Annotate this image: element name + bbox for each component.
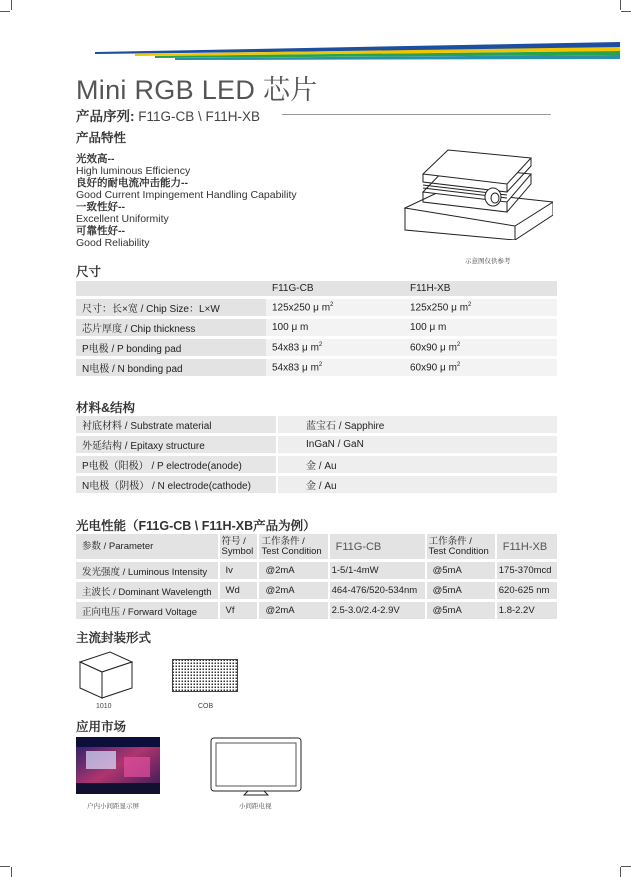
table-row	[76, 416, 557, 433]
cell-value: 125x250 μ $m^2$	[266, 299, 404, 316]
cell-value: 金 / Au	[278, 476, 557, 493]
cell-condition: @5mA	[427, 602, 497, 619]
feature-en: Excellent Uniformity	[76, 213, 169, 225]
header-h: F11H-XB	[497, 534, 557, 559]
cell-value: 175-370mcd	[497, 562, 557, 579]
crop-mark	[620, 0, 621, 10]
feature-cn: 光效高--	[76, 153, 115, 165]
header-condition: 工作条件 / Test Condition	[427, 534, 497, 559]
series-value: F11G-CB \ F11H-XB	[138, 109, 261, 124]
table-row	[76, 359, 557, 376]
crop-mark	[0, 11, 10, 12]
header-stripes	[95, 42, 620, 60]
cell-value: 125x250 μ $m^2$	[404, 299, 557, 316]
feature-en: High luminous Efficiency	[76, 165, 191, 177]
cell-symbol: Vf	[220, 602, 260, 619]
cell-condition: @2mA	[259, 562, 329, 579]
header-g: F11G-CB	[330, 534, 427, 559]
applications-heading: 应用市场	[76, 720, 127, 734]
cell-condition: @2mA	[259, 602, 329, 619]
row-label: P电极（阳极） / P electrode(anode)	[76, 456, 278, 473]
row-label: N电极 / N bonding pad	[76, 359, 266, 376]
materials-heading: 材料&结构	[76, 401, 136, 415]
product-series	[76, 105, 260, 125]
header-param: 参数 / Parameter	[76, 534, 220, 559]
cell-value: 54x83 μ $m^2$	[266, 359, 404, 376]
indoor-display-image	[76, 737, 160, 794]
row-label: 主波长 / Dominant Wavelength	[76, 582, 220, 599]
cell-condition: @5mA	[427, 582, 497, 599]
table-row	[76, 339, 557, 356]
table-row	[76, 476, 557, 493]
cell-symbol: Iv	[220, 562, 260, 579]
table-row	[76, 456, 557, 473]
crop-mark	[621, 11, 631, 12]
table-header-cell: F11G-CB	[266, 281, 404, 296]
package-cob-image	[172, 659, 238, 692]
package-1010-image	[78, 648, 134, 700]
crop-mark	[621, 866, 631, 867]
cell-condition: @5mA	[427, 562, 497, 579]
cell-value: 620-625 nm	[497, 582, 557, 599]
figure-caption: 示意图仅供参考	[465, 258, 511, 265]
row-label: 发光强度 / Luminous Intensity	[76, 562, 220, 579]
table-header-cell: F11H-XB	[404, 281, 557, 296]
feature-en: Good Reliability	[76, 237, 150, 249]
row-label: P电极 / P bonding pad	[76, 339, 266, 356]
table-row	[76, 299, 557, 316]
header-symbol: 符号 / Symbol	[220, 534, 260, 559]
row-label: 正向电压 / Forward Voltage	[76, 602, 220, 619]
table-header-row	[76, 281, 557, 296]
features-list	[76, 153, 297, 249]
table-row	[76, 319, 557, 336]
table-row	[76, 582, 557, 599]
row-label: 芯片厚度 / Chip thickness	[76, 319, 266, 336]
table-header-row	[76, 534, 557, 559]
table-row	[76, 602, 557, 619]
crop-mark	[11, 867, 12, 877]
cell-value: 金 / Au	[278, 456, 557, 473]
optical-heading: 光电性能（F11G-CB \ F11H-XB产品为例）	[76, 519, 316, 533]
chip-diagram	[403, 130, 553, 240]
table-row	[76, 562, 557, 579]
cell-value: 464-476/520-534nm	[330, 582, 427, 599]
feature-cn: 一致性好--	[76, 201, 125, 213]
row-label: 尺寸：长×宽 / Chip Size：L×W	[76, 299, 266, 316]
cell-value: 1-5/1-4mW	[330, 562, 427, 579]
package-label: 1010	[96, 703, 112, 710]
application-label: 小间距电视	[239, 803, 272, 810]
table-header-cell	[76, 281, 266, 296]
cell-value: 1.8-2.2V	[497, 602, 557, 619]
cell-value: 2.5-3.0/2.4-2.9V	[330, 602, 427, 619]
row-label: 衬底材料 / Substrate material	[76, 416, 278, 433]
cell-value: 60x90 μ $m^2$	[404, 339, 557, 356]
crop-mark	[11, 0, 12, 10]
optical-table	[76, 531, 557, 622]
feature-en: Good Current Impingement Handling Capability	[76, 189, 297, 201]
page-title: Mini RGB LED 芯片	[76, 75, 318, 105]
package-label: COB	[198, 703, 214, 710]
cell-symbol: Wd	[220, 582, 260, 599]
features-heading: 产品特性	[76, 131, 127, 145]
cell-value: 100 μ m	[404, 319, 557, 336]
cell-value: InGaN / GaN	[278, 436, 557, 453]
cell-condition: @2mA	[259, 582, 329, 599]
feature-cn: 可靠性好--	[76, 225, 125, 237]
header-condition: 工作条件 / Test Condition	[259, 534, 329, 559]
materials-table	[76, 413, 557, 496]
size-table	[76, 278, 557, 379]
row-label: N电极（阴极） / N electrode(cathode)	[76, 476, 278, 493]
row-label: 外延结构 / Epitaxy structure	[76, 436, 278, 453]
size-heading: 尺寸	[76, 265, 102, 279]
crop-mark	[620, 867, 621, 877]
crop-mark	[0, 866, 10, 867]
feature-cn: 良好的耐电流冲击能力--	[76, 177, 188, 189]
tv-image	[210, 737, 302, 797]
series-label: 产品序列:	[76, 109, 135, 124]
table-row	[76, 436, 557, 453]
cell-value: 100 μ m	[266, 319, 404, 336]
cell-value: 60x90 μ $m^2$	[404, 359, 557, 376]
packages-heading: 主流封装形式	[76, 631, 152, 645]
cell-value: 54x83 μ $m^2$	[266, 339, 404, 356]
application-label: 户内小间距显示屏	[87, 803, 139, 810]
divider	[282, 114, 551, 115]
cell-value: 蓝宝石 / Sapphire	[278, 416, 557, 433]
